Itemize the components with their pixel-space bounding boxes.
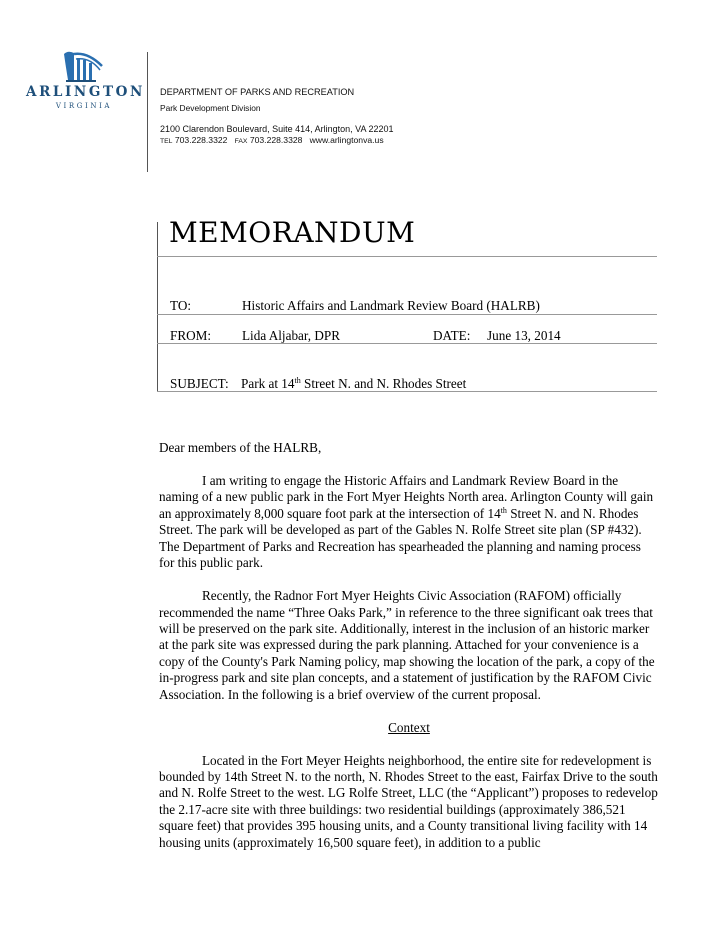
department-name: DEPARTMENT OF PARKS AND RECREATION xyxy=(160,87,355,97)
contact-line xyxy=(160,135,384,145)
to-label: TO: xyxy=(170,298,192,313)
memo-rule xyxy=(157,256,657,257)
paragraph-1-superscript: th xyxy=(500,505,507,515)
to-value: Historic Affairs and Landmark Review Board (HALRB) xyxy=(242,298,540,313)
paragraph-1-pre: I am writing to engage the Historic Affairs and Landmark Review Board in the naming of a new public park in the Fort Myer Heights North area. Arlington County will gain an approximately 8,000 square foot park at the intersection of 14 xyxy=(159,472,654,521)
address: 2100 Clarendon Boulevard, Suite 414, Arlington, VA 22201 xyxy=(160,124,394,134)
section-heading xyxy=(159,720,659,736)
memo-title: MEMORANDUM xyxy=(169,216,416,249)
from-label: FROM: xyxy=(170,328,212,343)
memo-divider xyxy=(157,222,158,392)
logo-state: VIRGINIA xyxy=(55,102,113,110)
tel-label: TEL xyxy=(160,138,173,145)
section-heading-text: Context xyxy=(388,719,430,735)
subject-value xyxy=(241,376,466,392)
date-label: DATE: xyxy=(433,328,471,343)
from-value: Lida Aljabar, DPR xyxy=(242,328,340,343)
tel-number: 703.228.3322 xyxy=(174,135,228,145)
arlington-logo xyxy=(26,50,145,118)
arlington-logo-icon xyxy=(60,50,110,84)
fax-label: FAX xyxy=(234,138,248,145)
memo-rule xyxy=(157,391,657,392)
fax-number: 703.228.3328 xyxy=(249,135,303,145)
website: www.arlingtonva.us xyxy=(309,135,384,145)
header-divider xyxy=(147,52,148,172)
paragraph-3: Located in the Fort Meyer Heights neighborhood, the entire site for redevelopment is bounded by 14th Street N. to the north, N. Rhodes Street to the east, Fairfax Drive to the south and N. Rolfe Street to the west. LG Rolfe Street, LLC (the “Applicant”) proposes to redevelop the 2.17-acre site with three buildings: two residential buildings (approximately 386,521 square feet) that provides 395 housing units, and a County transitional living facility with 14 housing units (approximately 16,500 square feet), in addition to a public xyxy=(159,752,658,850)
paragraph-1-post: Street N. and N. Rhodes Street. The park will be developed as part of the Gables N. Rolfe Street site plan (SP #432). The Department of Parks and Recreation has spearheaded the planning and naming process for this public park. xyxy=(159,505,642,571)
date-value: June 13, 2014 xyxy=(487,328,561,343)
subject-text-post: Street N. and N. Rhodes Street xyxy=(300,376,467,391)
logo-name: ARLINGTON xyxy=(26,84,145,100)
salutation: Dear members of the HALRB, xyxy=(159,440,322,455)
paragraph-1 xyxy=(159,473,659,572)
division-name: Park Development Division xyxy=(160,103,261,113)
paragraph-2: Recently, the Radnor Fort Myer Heights Civic Association (RAFOM) officially recommended the name “Three Oaks Park,” in reference to the three significant oak trees that will be preserved on the park site. Additionally, interest in the inclusion of an historic marker at the park site was expressed during the park planning. Attached for your convenience is a copy of the County's Park Naming policy, map showing the location of the park, a copy of the in-progress park and site plan concepts, and a statement of justification by the RAFOM Civic Association. In the following is a brief overview of the current proposal. xyxy=(159,588,655,702)
memo-rule xyxy=(157,343,657,344)
subject-superscript: th xyxy=(294,376,301,385)
memo-body xyxy=(159,440,659,851)
subject-label: SUBJECT: xyxy=(170,376,229,391)
memo-rule xyxy=(157,314,657,315)
subject-text-pre: Park at 14 xyxy=(241,376,295,391)
